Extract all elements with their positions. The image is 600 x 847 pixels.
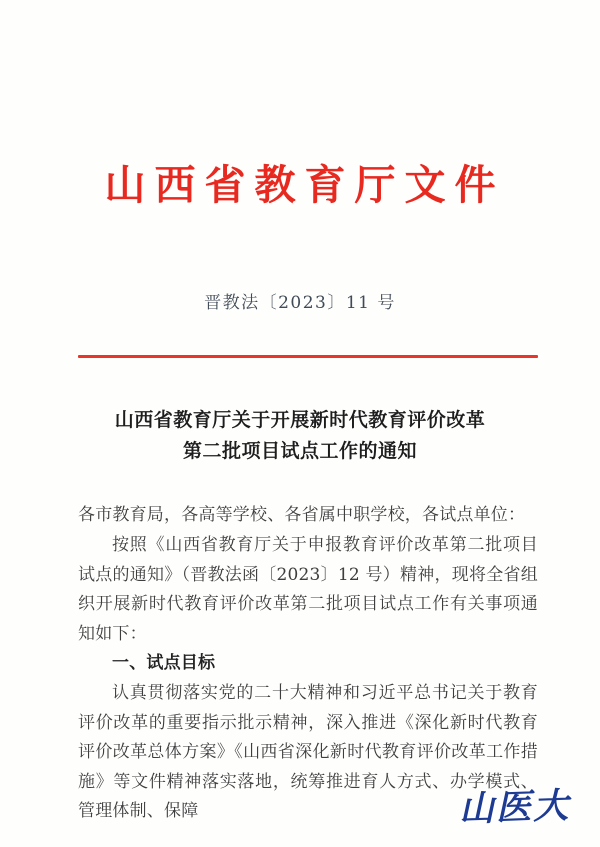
body-paragraph: 认真贯彻落实党的二十大精神和习近平总书记关于教育评价改革的重要指示批示精神，深入推进《深化新时代教育评价改革总体方案》《山西省深化新时代教育评价改革工作措施》等文件精神落实落地，统筹推进育人方式、办学模式、管理体制、保障 [78, 683, 538, 822]
document-title [0, 405, 600, 467]
document-number: 晋教法〔2023〕11 号 [204, 293, 396, 314]
document-title-line1: 山西省教育厅关于开展新时代教育评价改革 [114, 409, 486, 432]
document-title-line2: 第二批项目试点工作的通知 [182, 440, 417, 463]
salutation-line: 各市教育局，各高等学校、各省属中职学校，各试点单位： [78, 505, 526, 526]
red-divider-line [78, 355, 538, 358]
document-header-title: 山西省教育厅文件 [104, 161, 505, 209]
body-paragraph: 按照《山西省教育厅关于申报教育评价改革第二批项目试点的通知》（晋教法函〔2023〕12 号）精神，现将全省组织开展新时代教育评价改革第二批项目试点工作有关事项通知如下： [78, 535, 538, 644]
watermark-logo: 山医大 [458, 785, 571, 830]
document-body [78, 501, 538, 827]
section-heading: 一、试点目标 [112, 653, 216, 674]
